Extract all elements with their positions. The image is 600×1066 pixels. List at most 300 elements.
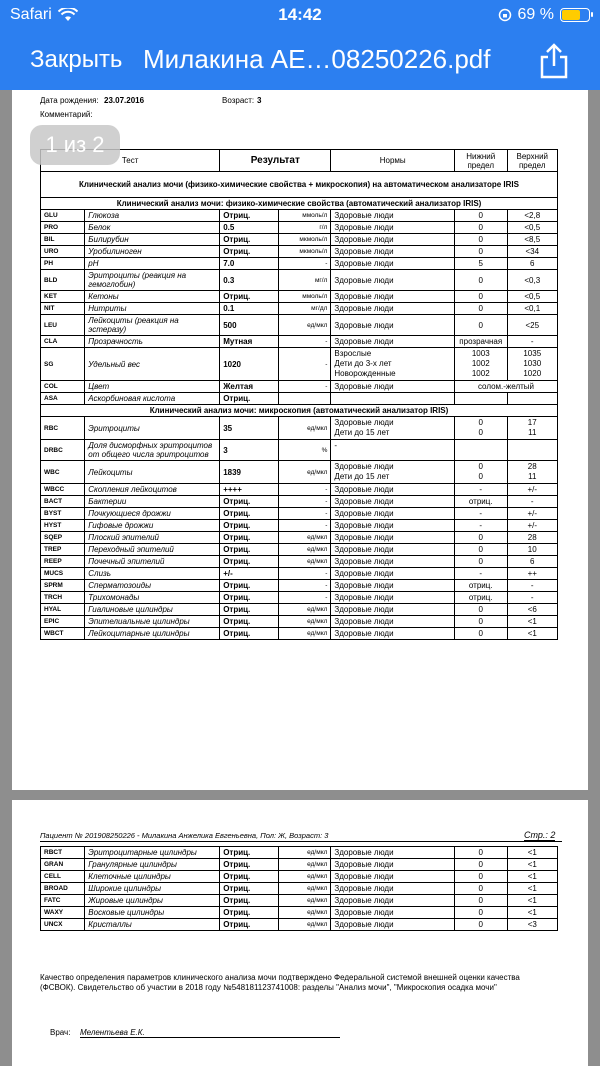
- test-name: Почечный эпителий: [85, 556, 220, 568]
- patient-line: Пациент № 201908250226 - Милакина Анжелика Евгеньевна, Пол: Ж, Возраст: 3: [40, 831, 329, 840]
- test-low: 0: [454, 234, 507, 246]
- test-high: <1: [507, 859, 558, 871]
- test-unit: мкмоль/л: [278, 234, 331, 246]
- test-code: CLA: [41, 336, 85, 348]
- test-low: 0: [454, 544, 507, 556]
- test-unit: -: [278, 381, 331, 393]
- test-code: LEU: [41, 315, 85, 336]
- test-low: 0: [454, 556, 507, 568]
- test-name: Белок: [85, 222, 220, 234]
- table-row: [41, 628, 558, 640]
- test-norm: Здоровые люди: [331, 604, 455, 616]
- col-norms: Нормы: [331, 150, 455, 172]
- table-row: [41, 871, 558, 883]
- test-norm: Здоровые люди: [331, 258, 455, 270]
- test-result: Отриц.: [220, 556, 279, 568]
- test-name: Лейкоцитарные цилиндры: [85, 628, 220, 640]
- test-high: 28: [507, 532, 558, 544]
- physchem-rows: [41, 210, 558, 348]
- test-norm: Здоровые люди: [331, 381, 455, 393]
- table-row: [41, 461, 558, 484]
- test-name: Эритроциты (реакция на гемоглобин): [85, 270, 220, 291]
- test-high: +/-: [507, 520, 558, 532]
- test-low: 0: [454, 919, 507, 931]
- test-name: Переходный эпителий: [85, 544, 220, 556]
- test-name: Клеточные цилиндры: [85, 871, 220, 883]
- test-high: +/-: [507, 508, 558, 520]
- table-row: [41, 291, 558, 303]
- test-name: Сперматозоиды: [85, 580, 220, 592]
- table-row: [41, 592, 558, 604]
- test-low: 0: [454, 246, 507, 258]
- test-result: Отриц.: [220, 580, 279, 592]
- test-norm: Здоровые люди: [331, 336, 455, 348]
- test-code: PRO: [41, 222, 85, 234]
- test-norm: Здоровые люди: [331, 895, 455, 907]
- dob-label: Дата рождения:: [40, 96, 99, 105]
- test-result: Отриц.: [220, 895, 279, 907]
- test-low: прозрачная: [454, 336, 507, 348]
- test-norm: Здоровые люди: [331, 847, 455, 859]
- test-unit: ммоль/л: [278, 291, 331, 303]
- test-norm: Здоровые люди: [331, 628, 455, 640]
- test-norm: Здоровые люди Дети до 15 лет: [331, 417, 455, 440]
- test-high: -: [507, 580, 558, 592]
- table-row: [41, 847, 558, 859]
- test-code: WBCC: [41, 484, 85, 496]
- test-unit: ед/мкл: [278, 532, 331, 544]
- table-row: [41, 336, 558, 348]
- test-code: UNCX: [41, 919, 85, 931]
- test-low: 0: [454, 859, 507, 871]
- test-name: Прозрачность: [85, 336, 220, 348]
- test-result: Отриц.: [220, 496, 279, 508]
- test-code: TRCH: [41, 592, 85, 604]
- test-low: 0: [454, 883, 507, 895]
- test-low: -: [454, 484, 507, 496]
- test-unit: ед/мкл: [278, 895, 331, 907]
- test-high: 6: [507, 556, 558, 568]
- table-row: [41, 270, 558, 291]
- test-result: 1839: [220, 461, 279, 484]
- test-result: Отриц.: [220, 604, 279, 616]
- test-result: 3: [220, 440, 279, 461]
- test-code: PH: [41, 258, 85, 270]
- test-norm: Здоровые люди: [331, 592, 455, 604]
- battery-percent: 69 %: [517, 6, 554, 23]
- test-unit: -: [278, 580, 331, 592]
- table-row: [41, 246, 558, 258]
- test-norm: Здоровые люди: [331, 883, 455, 895]
- table-row: [41, 484, 558, 496]
- test-name: Бактерии: [85, 496, 220, 508]
- share-icon[interactable]: [536, 42, 572, 80]
- test-unit: -: [278, 348, 331, 381]
- test-high: <0,5: [507, 222, 558, 234]
- test-high: <1: [507, 616, 558, 628]
- test-norm: Здоровые люди: [331, 919, 455, 931]
- test-name: Нитриты: [85, 303, 220, 315]
- test-unit: ед/мкл: [278, 847, 331, 859]
- test-result: Отриц.: [220, 628, 279, 640]
- test-unit: ед/мкл: [278, 315, 331, 336]
- table-row: [41, 440, 558, 461]
- test-norm: Здоровые люди: [331, 907, 455, 919]
- test-name: Кетоны: [85, 291, 220, 303]
- test-high: 10: [507, 544, 558, 556]
- test-unit: ед/мкл: [278, 544, 331, 556]
- test-result: Мутная: [220, 336, 279, 348]
- test-unit: -: [278, 496, 331, 508]
- battery-icon: [560, 8, 590, 22]
- test-result: Отриц.: [220, 393, 279, 405]
- test-name: Кристаллы: [85, 919, 220, 931]
- test-unit: -: [278, 258, 331, 270]
- col-low: Нижний предел: [454, 150, 507, 172]
- test-name: Лейкоциты (реакция на эстеразу): [85, 315, 220, 336]
- test-result: 1020: [220, 348, 279, 381]
- test-name: Скопления лейкоцитов: [85, 484, 220, 496]
- table-row: [41, 859, 558, 871]
- dob-value: 23.07.2016: [104, 96, 145, 105]
- test-norm: Здоровые люди: [331, 520, 455, 532]
- test-code: URO: [41, 246, 85, 258]
- microscopy-rows: [41, 484, 558, 640]
- age-value: 3: [257, 96, 262, 105]
- test-code: NIT: [41, 303, 85, 315]
- test-norm: Здоровые люди: [331, 315, 455, 336]
- table-row: [41, 222, 558, 234]
- quality-note: Качество определения параметров клинического анализа мочи подтверждено Федеральной системой внешней оценки качества (ФСВОК). Свидетельство об участии в 2018 году №548181123741008: разделы "Анализ мочи", "Микроскопия осадка мочи": [40, 973, 520, 992]
- results-table-page1: [40, 149, 558, 640]
- test-norm: Здоровые люди: [331, 859, 455, 871]
- test-code: WBCT: [41, 628, 85, 640]
- test-unit: -: [278, 508, 331, 520]
- orientation-lock-icon: [498, 8, 512, 22]
- test-code: SPRM: [41, 580, 85, 592]
- test-unit: -: [278, 568, 331, 580]
- test-unit: ед/мкл: [278, 883, 331, 895]
- test-name: Билирубин: [85, 234, 220, 246]
- test-unit: ед/мкл: [278, 461, 331, 484]
- test-norm: Здоровые люди: [331, 303, 455, 315]
- test-result: 0.1: [220, 303, 279, 315]
- test-norm: Здоровые люди: [331, 484, 455, 496]
- test-name: Плоский эпителий: [85, 532, 220, 544]
- test-high: <1: [507, 847, 558, 859]
- page-number-label: Стр.: 2: [524, 830, 556, 840]
- table-row: [41, 556, 558, 568]
- subsection-title: Клинический анализ мочи: физико-химические свойства (автоматический анализатор IRIS): [41, 198, 558, 210]
- test-name: Широкие цилиндры: [85, 883, 220, 895]
- section-title-row: [41, 172, 558, 198]
- test-unit: -: [278, 484, 331, 496]
- test-name: Доля дисморфных эритроцитов от общего числа эритроцитов: [85, 440, 220, 461]
- test-code: WBC: [41, 461, 85, 484]
- test-high: 1035 1030 1020: [507, 348, 558, 381]
- test-unit: ед/мкл: [278, 859, 331, 871]
- test-code: DRBC: [41, 440, 85, 461]
- table-row: [41, 907, 558, 919]
- comment-label: Комментарий:: [40, 110, 93, 119]
- test-low: 0: [454, 532, 507, 544]
- test-low: 5: [454, 258, 507, 270]
- test-code: BACT: [41, 496, 85, 508]
- test-result: Отриц.: [220, 520, 279, 532]
- test-norm: Взрослые Дети до 3-х лет Новорожденные: [331, 348, 455, 381]
- test-result: Отриц.: [220, 907, 279, 919]
- test-low: 0: [454, 303, 507, 315]
- test-unit: ед/мкл: [278, 417, 331, 440]
- test-code: WAXY: [41, 907, 85, 919]
- test-high: <1: [507, 895, 558, 907]
- test-norm: Здоровые люди: [331, 234, 455, 246]
- test-unit: ед/мкл: [278, 604, 331, 616]
- test-high: 28 11: [507, 461, 558, 484]
- test-code: ASA: [41, 393, 85, 405]
- test-unit: мкмоль/л: [278, 246, 331, 258]
- test-low: отриц.: [454, 496, 507, 508]
- test-result: Отриц.: [220, 859, 279, 871]
- table-row: [41, 604, 558, 616]
- test-high: -: [507, 496, 558, 508]
- test-high: <0,1: [507, 303, 558, 315]
- col-test: Тест: [41, 150, 220, 172]
- test-name: Гифовые дрожжи: [85, 520, 220, 532]
- table-row: [41, 210, 558, 222]
- test-norm: Здоровые люди: [331, 508, 455, 520]
- header-divider: [40, 841, 562, 842]
- age-label: Возраст:: [222, 96, 255, 105]
- test-low: 0: [454, 616, 507, 628]
- test-code: BIL: [41, 234, 85, 246]
- test-norm: Здоровые люди: [331, 222, 455, 234]
- test-high: -: [507, 592, 558, 604]
- test-code: RBCT: [41, 847, 85, 859]
- table-row: [41, 258, 558, 270]
- test-unit: ед/мкл: [278, 556, 331, 568]
- test-unit: -: [278, 520, 331, 532]
- viewer-navbar: [0, 32, 600, 90]
- test-low: [454, 440, 507, 461]
- test-result: 0.3: [220, 270, 279, 291]
- test-name: Уробилиноген: [85, 246, 220, 258]
- test-result: Отриц.: [220, 544, 279, 556]
- test-norm: -: [331, 440, 455, 461]
- test-norm: [331, 393, 455, 405]
- test-name: Эритроцитарные цилиндры: [85, 847, 220, 859]
- test-low: 0 0: [454, 417, 507, 440]
- test-code: COL: [41, 381, 85, 393]
- table-row: [41, 234, 558, 246]
- test-high: <1: [507, 628, 558, 640]
- test-unit: ед/мкл: [278, 628, 331, 640]
- test-high: <1: [507, 883, 558, 895]
- pdf-page-1: [12, 90, 588, 790]
- test-name: Удельный вес: [85, 348, 220, 381]
- test-unit: ед/мкл: [278, 907, 331, 919]
- test-high: <0,3: [507, 270, 558, 291]
- test-norm: Здоровые люди: [331, 270, 455, 291]
- close-button[interactable]: Закрыть: [30, 46, 123, 73]
- test-unit: мг/л: [278, 270, 331, 291]
- table-row: [41, 568, 558, 580]
- test-code: EPIC: [41, 616, 85, 628]
- table-row: [41, 381, 558, 393]
- doctor-label: Врач:: [50, 1028, 71, 1037]
- test-low: отриц.: [454, 592, 507, 604]
- table-row: [41, 532, 558, 544]
- test-norm: Здоровые люди: [331, 544, 455, 556]
- test-result: 7.0: [220, 258, 279, 270]
- casts-rows: [41, 847, 558, 931]
- test-code: BROAD: [41, 883, 85, 895]
- test-result: Отриц.: [220, 847, 279, 859]
- test-norm: Здоровые люди: [331, 532, 455, 544]
- test-result: 0.5: [220, 222, 279, 234]
- test-low: 0: [454, 895, 507, 907]
- table-row: [41, 895, 558, 907]
- test-low: 0: [454, 628, 507, 640]
- test-high: ++: [507, 568, 558, 580]
- table-row: [41, 417, 558, 440]
- test-low: отриц.: [454, 580, 507, 592]
- test-low: 0: [454, 270, 507, 291]
- test-name: Лейкоциты: [85, 461, 220, 484]
- results-table-page2: [40, 846, 558, 931]
- status-time: 14:42: [278, 5, 322, 24]
- test-norm: Здоровые люди: [331, 496, 455, 508]
- test-norm: Здоровые люди: [331, 616, 455, 628]
- test-result: Отриц.: [220, 291, 279, 303]
- test-result: Отриц.: [220, 234, 279, 246]
- test-unit: ед/мкл: [278, 871, 331, 883]
- test-low: 0: [454, 871, 507, 883]
- test-code: SG: [41, 348, 85, 381]
- test-low: -: [454, 568, 507, 580]
- test-low: 0: [454, 222, 507, 234]
- test-unit: [278, 393, 331, 405]
- test-name: pH: [85, 258, 220, 270]
- test-norm: Здоровые люди: [331, 568, 455, 580]
- test-name: Почкующиеся дрожжи: [85, 508, 220, 520]
- test-name: Гиалиновые цилиндры: [85, 604, 220, 616]
- test-code: HYAL: [41, 604, 85, 616]
- test-code: BLD: [41, 270, 85, 291]
- pdf-page-2: [12, 800, 588, 1066]
- test-low: 0: [454, 604, 507, 616]
- test-norm: Здоровые люди: [331, 210, 455, 222]
- test-high: <0,5: [507, 291, 558, 303]
- test-high: 17 11: [507, 417, 558, 440]
- test-code: TREP: [41, 544, 85, 556]
- test-result: +/-: [220, 568, 279, 580]
- test-code: RBC: [41, 417, 85, 440]
- test-result: Отриц.: [220, 246, 279, 258]
- test-code: SQEP: [41, 532, 85, 544]
- test-name: Гранулярные цилиндры: [85, 859, 220, 871]
- test-low: 0: [454, 907, 507, 919]
- test-result: Отриц.: [220, 616, 279, 628]
- subsection-title: Клинический анализ мочи: микроскопия (автоматический анализатор IRIS): [41, 405, 558, 417]
- test-result: Отриц.: [220, 210, 279, 222]
- test-result: Отриц.: [220, 592, 279, 604]
- subsection-title-row: [41, 198, 558, 210]
- test-high: <6: [507, 604, 558, 616]
- table-row: [41, 616, 558, 628]
- back-to-app-link[interactable]: Safari: [10, 6, 52, 23]
- table-row: [41, 508, 558, 520]
- test-low: -: [454, 520, 507, 532]
- table-row: [41, 520, 558, 532]
- table-row: [41, 496, 558, 508]
- page-counter: 1 из 2: [30, 125, 120, 165]
- test-unit: ммоль/л: [278, 210, 331, 222]
- test-code: FATC: [41, 895, 85, 907]
- status-right: [498, 6, 590, 24]
- table-row: [41, 315, 558, 336]
- test-high: <1: [507, 907, 558, 919]
- document-title: Милакина АЕ…08250226.pdf: [143, 44, 491, 74]
- test-low: 1003 1002 1002: [454, 348, 507, 381]
- test-code: CELL: [41, 871, 85, 883]
- test-high: -: [507, 336, 558, 348]
- test-low: 0: [454, 210, 507, 222]
- test-high: [507, 393, 558, 405]
- status-bar: [0, 0, 600, 32]
- section-title: Клинический анализ мочи (физико-химические свойства + микроскопия) на автоматическом анализаторе IRIS: [41, 172, 558, 198]
- test-norm: Здоровые люди: [331, 580, 455, 592]
- test-low: 0: [454, 847, 507, 859]
- test-name: Слизь: [85, 568, 220, 580]
- table-row: [41, 303, 558, 315]
- test-name: Восковые цилиндры: [85, 907, 220, 919]
- test-high: <2,8: [507, 210, 558, 222]
- test-high: <8,5: [507, 234, 558, 246]
- test-unit: -: [278, 592, 331, 604]
- test-norm: Здоровые люди: [331, 291, 455, 303]
- test-code: GRAN: [41, 859, 85, 871]
- test-norm: Здоровые люди: [331, 246, 455, 258]
- test-result: Отриц.: [220, 883, 279, 895]
- test-result: 500: [220, 315, 279, 336]
- test-name: Эритроциты: [85, 417, 220, 440]
- table-row: [41, 883, 558, 895]
- test-low: [454, 393, 507, 405]
- test-unit: г/л: [278, 222, 331, 234]
- test-high: [507, 440, 558, 461]
- doctor-name: Мелентьева Е.К.: [80, 1028, 340, 1038]
- test-high: <1: [507, 871, 558, 883]
- test-high: <25: [507, 315, 558, 336]
- test-name: Аскорбиновая кислота: [85, 393, 220, 405]
- test-code: MUCS: [41, 568, 85, 580]
- test-low: 0: [454, 315, 507, 336]
- test-unit: мг/дл: [278, 303, 331, 315]
- test-low: 0: [454, 291, 507, 303]
- test-name: Глюкоза: [85, 210, 220, 222]
- test-norm: Здоровые люди: [331, 871, 455, 883]
- test-unit: -: [278, 336, 331, 348]
- test-result: 35: [220, 417, 279, 440]
- table-row: [41, 393, 558, 405]
- test-code: KET: [41, 291, 85, 303]
- test-norm: Здоровые люди: [331, 556, 455, 568]
- test-unit: ед/мкл: [278, 616, 331, 628]
- test-name: Жировые цилиндры: [85, 895, 220, 907]
- subsection-title-row: [41, 405, 558, 417]
- table-row: [41, 544, 558, 556]
